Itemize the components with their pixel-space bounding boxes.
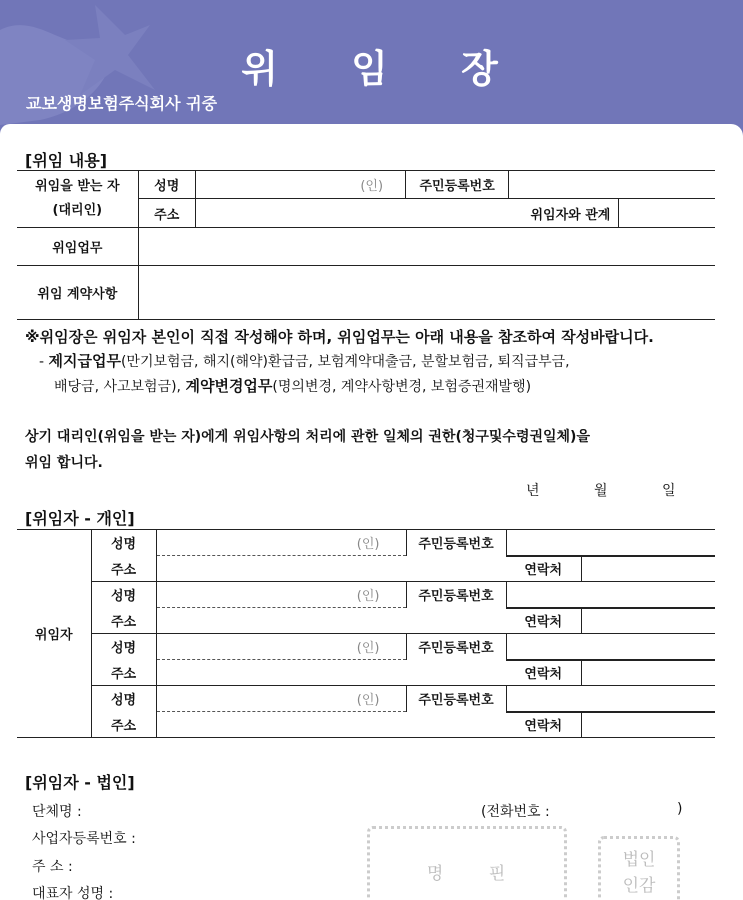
- delegator-address-label: 주소: [91, 608, 156, 634]
- delegator-contact-field[interactable]: [581, 608, 715, 634]
- delegator-name-field[interactable]: (인): [156, 686, 406, 712]
- delegator-name-label: 성명: [91, 530, 156, 556]
- delegator-address-field[interactable]: [156, 556, 506, 582]
- delegator-rrn-field[interactable]: [506, 686, 715, 712]
- section-title-content: [위임 내용]: [25, 151, 108, 170]
- delegator-name-field[interactable]: (인): [156, 582, 406, 608]
- address-label: 주 소 :: [32, 859, 73, 875]
- section-title-individual: [위임자 - 개인]: [25, 509, 135, 528]
- biz-no-label: 사업자등록번호 :: [32, 831, 136, 847]
- delegator-rrn-label: 주민등록번호: [406, 530, 506, 556]
- phone-close: ): [677, 801, 683, 817]
- agent-address-label: 주소: [138, 199, 195, 228]
- agent-rrn-field[interactable]: [509, 171, 715, 199]
- business-card-area[interactable]: 명 핀: [367, 826, 567, 900]
- delegator-rrn-label: 주민등록번호: [406, 634, 506, 660]
- date-month: 월: [594, 483, 608, 499]
- delegation-statement: 상기 대리인(위임을 받는 자)에게 위임사항의 처리에 관한 일체의 권한(청구및수령권일체)을 위임 합니다.: [25, 429, 590, 471]
- seal-mark: (인): [360, 179, 384, 194]
- delegator-contact-field[interactable]: [581, 556, 715, 582]
- contract-field[interactable]: [138, 266, 715, 320]
- task-field[interactable]: [138, 228, 715, 266]
- date-year: 년: [526, 483, 540, 499]
- delegator-contact-field[interactable]: [581, 660, 715, 686]
- task-label: 위임업무: [17, 228, 138, 266]
- page-title: 위 임 장: [241, 47, 528, 91]
- agent-table: [17, 170, 715, 320]
- delegator-address-label: 주소: [91, 712, 156, 738]
- agent-address-field[interactable]: [195, 199, 508, 228]
- relation-label: 위임자와 관계: [509, 199, 619, 228]
- delegator-contact-label: 연락처: [506, 660, 581, 686]
- delegator-address-field[interactable]: [156, 660, 506, 686]
- delegator-rrn-field[interactable]: [506, 530, 715, 556]
- delegator-name-label: 성명: [91, 582, 156, 608]
- delegator-name-label: 성명: [91, 686, 156, 712]
- delegator-address-field[interactable]: [156, 712, 506, 738]
- page-subtitle: 교보생명보험주식회사 귀중: [26, 94, 218, 113]
- delegator-contact-field[interactable]: [581, 712, 715, 738]
- agent-name-field[interactable]: [195, 171, 405, 199]
- delegator-address-field[interactable]: [156, 608, 506, 634]
- delegator-contact-label: 연락처: [506, 712, 581, 738]
- delegator-contact-label: 연락처: [506, 556, 581, 582]
- agent-label: 위임을 받는 자 (대리인): [17, 171, 138, 228]
- rep-name-label: 대표자 성명 :: [32, 886, 114, 900]
- agent-name-label: 성명: [138, 171, 195, 199]
- delegator-name-field[interactable]: (인): [156, 530, 406, 556]
- delegator-table: [17, 529, 715, 738]
- delegator-rrn-label: 주민등록번호: [406, 582, 506, 608]
- section-title-corporate: [위임자 - 법인]: [25, 773, 135, 792]
- phone-label: (전화번호 :: [481, 804, 550, 820]
- agent-rrn-label: 주민등록번호: [406, 171, 509, 199]
- date-line: [526, 480, 676, 500]
- delegator-rrn-field[interactable]: [506, 582, 715, 608]
- delegator-name-field[interactable]: (인): [156, 634, 406, 660]
- date-day: 일: [662, 483, 676, 499]
- delegator-address-label: 주소: [91, 660, 156, 686]
- org-name-label: 단체명 :: [32, 804, 82, 820]
- contract-label: 위임 계약사항: [17, 266, 138, 320]
- delegator-contact-label: 연락처: [506, 608, 581, 634]
- delegator-label: 위임자: [17, 530, 91, 738]
- delegator-name-label: 성명: [91, 634, 156, 660]
- delegator-rrn-label: 주민등록번호: [406, 686, 506, 712]
- delegator-address-label: 주소: [91, 556, 156, 582]
- relation-field[interactable]: [619, 199, 715, 228]
- delegator-rrn-field[interactable]: [506, 634, 715, 660]
- corporate-seal-area[interactable]: 법인 인감: [598, 836, 680, 900]
- notice: ※위임장은 위임자 본인이 직접 작성해야 하며, 위임업무는 아래 내용을 참조하여 작성바랍니다. - 제지급업무(만기보험금, 해지(해약)환급금, 보험계약대출금, 분할보험금, 퇴직급부금, 배당금, 사고보험금), 계약변경업무(명의변경, 계약사항변경, 보험증권재발행): [25, 328, 654, 395]
